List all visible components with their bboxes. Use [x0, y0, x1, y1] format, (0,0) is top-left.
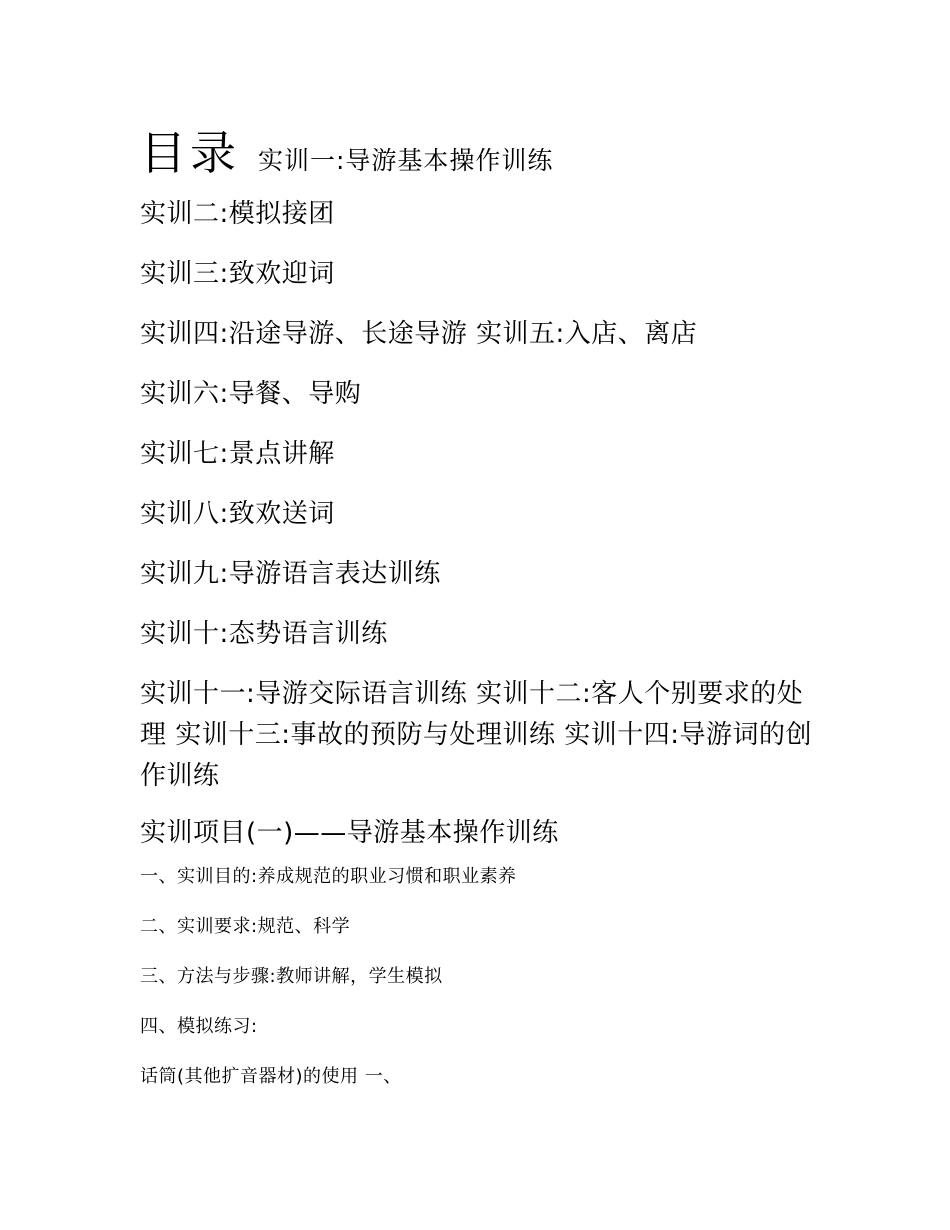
toc-item-4-5: 实训四:沿途导游、长途导游 实训五:入店、离店 [140, 319, 698, 349]
toc-item-8: 实训八:致欢送词 [140, 499, 335, 529]
toc-item-9: 实训九:导游语言表达训练 [140, 559, 441, 589]
section-line-method: 三、方法与步骤:教师讲解，学生模拟 [140, 966, 443, 987]
section-line-objective: 一、实训目的:养成规范的职业习惯和职业素养 [140, 866, 517, 887]
toc-item-2: 实训二:模拟接团 [140, 199, 335, 229]
section-line-practice: 四、模拟练习: [140, 1016, 258, 1037]
section-line-requirement: 二、实训要求:规范、科学 [140, 916, 351, 937]
toc-title-row [140, 128, 830, 184]
toc-heading: 目录 [140, 126, 240, 180]
toc-item-11-14: 实训十一:导游交际语言训练 实训十二:客人个别要求的处理 实训十三:事故的预防与处理训练 实训十四:导游词的创作训练 [140, 679, 813, 791]
toc-item-1: 实训一:导游基本操作训练 [258, 146, 554, 175]
section-line-microphone: 话筒(其他扩音器材)的使用 一、 [140, 1066, 402, 1087]
toc-item-7: 实训七:景点讲解 [140, 439, 335, 469]
toc-item-6: 实训六:导餐、导购 [140, 379, 362, 409]
section-title: 实训项目(一)——导游基本操作训练 [140, 818, 559, 848]
toc-item-10: 实训十:态势语言训练 [140, 619, 388, 649]
toc-item-3: 实训三:致欢迎词 [140, 259, 335, 289]
document-content [140, 128, 830, 1115]
